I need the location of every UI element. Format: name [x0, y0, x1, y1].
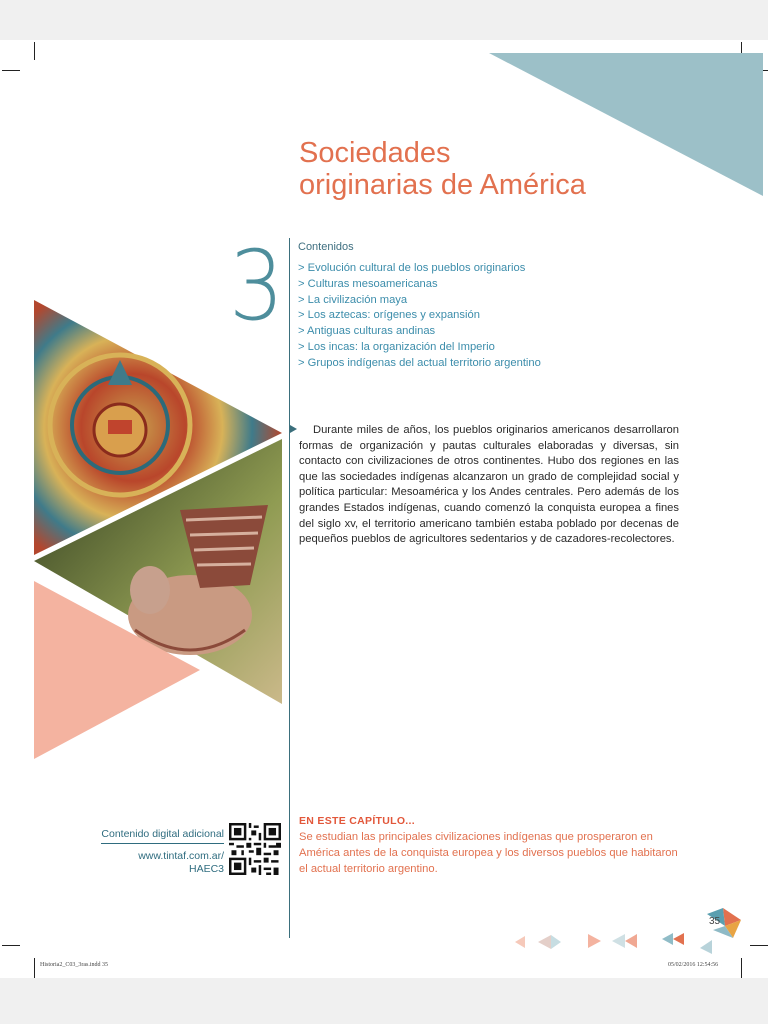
- crop-mark: [2, 945, 20, 946]
- book-page: [0, 40, 768, 978]
- chapter-summary-heading: EN ESTE CAPÍTULO...: [299, 815, 415, 827]
- chapter-title-line1: Sociedades: [299, 137, 451, 169]
- contents-list: [298, 261, 541, 372]
- intro-paragraph: Durante miles de años, los pueblos originarios americanos desarrollaron formas de organización y pautas culturales elaboradas y diversas, sin contacto con civilizaciones de otros continentes. Hubo dos regiones en las que las sociedades indígenas alcanzaron un grado de complejidad social y política particular: Mesoamérica y los Andes centrales. Pero además de los grandes Estados indígenas, cuando comenzó la conquista europea a fines del siglo xv, el territorio americano también estaba poblado por decenas de pequeños pueblos de agricultores sedentarios y de cazadores-recolectores.: [299, 424, 679, 546]
- decorative-triangles: [505, 924, 730, 954]
- crop-mark: [750, 945, 768, 946]
- paragraph-marker-icon: [290, 425, 297, 433]
- footer-timestamp: 05/02/2016 12:54:56: [668, 962, 719, 968]
- contents-item: > La civilización maya: [298, 293, 408, 306]
- digital-content-url-line1: www.tintaf.com.ar/: [138, 850, 224, 862]
- contents-item: > Los aztecas: orígenes y expansión: [298, 309, 480, 322]
- contents-heading: Contenidos: [298, 241, 354, 253]
- chapter-number: 3: [229, 230, 285, 342]
- divider-line: [289, 238, 290, 938]
- image-collage: [0, 40, 290, 780]
- chapter-title-line2: originarias de América: [299, 169, 586, 201]
- chapter-summary-text: Se estudian las principales civilizaciones indígenas que prosperaron en América antes de la conquista europea y los diversos pueblos que habitaron el actual territorio argentino.: [299, 831, 678, 875]
- footer-file-info: Historia2_C03_3ras.indd 35: [40, 962, 108, 968]
- digital-content-url-line2: HAEC3: [188, 863, 224, 875]
- crop-mark: [34, 958, 35, 978]
- crop-mark: [741, 958, 742, 978]
- digital-content-block: [100, 824, 224, 876]
- chapter-title: [299, 137, 659, 201]
- digital-content-link[interactable]: [100, 850, 224, 876]
- qr-code-icon[interactable]: [229, 823, 281, 875]
- page-number: 35: [709, 916, 721, 927]
- chapter-summary: [299, 815, 679, 877]
- contents-item: > Antiguas culturas andinas: [298, 325, 436, 338]
- contents-item: > Los incas: la organización del Imperio: [298, 340, 495, 353]
- digital-content-label: Contenido digital adicional: [101, 828, 224, 844]
- contents-section: [298, 241, 541, 372]
- contents-item: > Grupos indígenas del actual territorio argentino: [298, 356, 541, 369]
- contents-item: > Culturas mesoamericanas: [298, 277, 438, 290]
- contents-item: > Evolución cultural de los pueblos originarios: [298, 262, 526, 274]
